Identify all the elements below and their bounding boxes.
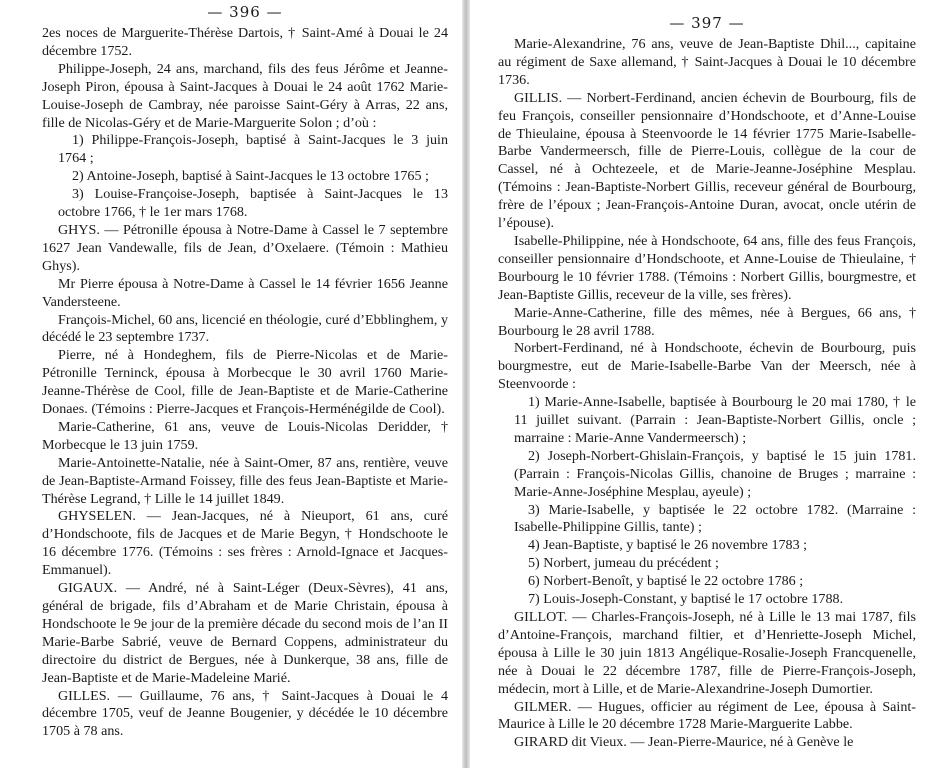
paragraph: GILMER. — Hugues, officier au régiment de Lee, épousa à Saint-Maurice à Lille le 20 décembre 1728 Marie-Marguerite Labbe.: [498, 698, 916, 733]
paragraph: GILLIS. — Norbert-Ferdinand, ancien échevin de Bourbourg, fils de feu François, conseiller pensionnaire d’Hondschoote, et d’Anne-Louise de Thieulaine, épousa à Steenvoorde le 14 février 1775 Marie-Isabelle-Barbe Vandermeersch, fille de Pierre-Louis, collègue de la cour de Cassel, né à Ochtezeele, et de Marie-Jeanne-Joséphine Mesplau. (Témoins : Jean-Baptiste-Norbert Gillis, receveur général de Bourbourg, frère de l’époux ; Jean-François-Antoine Duran, avocat, oncle utérin de l’épouse).: [498, 89, 916, 232]
list-item: 4) Jean-Baptiste, y baptisé le 26 novembre 1783 ;: [528, 537, 808, 554]
paragraph: GHYS. — Pétronille épousa à Notre-Dame à Cassel le 7 septembre 1627 Jean Vandewalle, fils de Jean, d’Oxelaere. (Témoin : Mathieu Ghys).: [42, 221, 448, 274]
list-item: 6) Norbert-Benoît, y baptisé le 22 octobre 1786 ;: [528, 573, 804, 590]
list-item: 2) Joseph-Norbert-Ghislain-François, y baptisé le 15 juin 1781. (Parrain : François-Nicolas Gillis, chanoine de Bruges ; marraine : Marie-Anne-Joséphine Mesplau, ayeule) ;: [514, 447, 916, 500]
right-page: [470, 0, 938, 768]
list-item: 7) Louis-Joseph-Constant, y baptisé le 17 octobre 1788.: [528, 591, 844, 608]
list-item: 3) Marie-Isabelle, y baptisée le 22 octobre 1782. (Marraine : Isabelle-Philippine Gillis, tante) ;: [514, 501, 916, 536]
list-item: 2) Antoine-Joseph, baptisé à Saint-Jacques le 13 octobre 1765 ;: [72, 168, 429, 185]
paragraph: Mr Pierre épousa à Notre-Dame à Cassel le 14 février 1656 Jeanne Vandersteene.: [42, 275, 448, 310]
left-page: [0, 0, 462, 768]
paragraph: Philippe-Joseph, 24 ans, marchand, fils des feus Jérôme et Jeanne-Joseph Piron, épousa à Saint-Jacques à Douai le 24 août 1762 Marie-Louise-Joseph de Cambray, née paroisse Saint-Géry à Arras, 22 ans, fille de Nicolas-Géry et de Marie-Marguerite Solon ; d’où :: [42, 60, 448, 131]
page-number: — 396 —: [207, 3, 283, 21]
paragraph: GHYSELEN. — Jean-Jacques, né à Nieuport, 61 ans, curé d’Hondschoote, fils de Jacques et de Marie Begyn, † Hondschoote le 16 décembre 1776. (Témoins : ses frères : Arnold-Ignace et Jacques-Emmanuel).: [42, 508, 448, 579]
paragraph: Marie-Catherine, 61 ans, veuve de Louis-Nicolas Deridder, † Morbecque le 13 juin 1759.: [42, 418, 448, 453]
paragraph: GILLOT. — Charles-François-Joseph, né à Lille le 13 mai 1787, fils d’Antoine-François, marchand filtier, et d’Henriette-Joseph Michel, épousa à Lille le 30 juin 1813 Angélique-Rosalie-Joseph Francquenelle, née à Douai le 22 décembre 1787, fille de Pierre-François-Joseph, médecin, mort à Lille, et de Marie-Alexandrine-Joseph Dumortier.: [498, 609, 916, 697]
paragraph: GIGAUX. — André, né à Saint-Léger (Deux-Sèvres), 41 ans, général de brigade, fils d’Abraham et de Marie Christain, épousa à Hondschoote le 9e jour de la première décade du second mois de l’an II Marie-Barbe Sabrié, veuve de Bernard Coppens, administrateur du directoire du district de Bergues, née à Dunkerque, 38 ans, fille de Jean-Baptiste et de Marie-Madeleine Marié.: [42, 580, 448, 686]
paragraph: GIRARD dit Vieux. — Jean-Pierre-Maurice, né à Genève le: [514, 734, 854, 751]
paragraph: Norbert-Ferdinand, né à Hondschoote, échevin de Bourbourg, puis bourgmestre, eut de Marie-Isabelle-Barbe Van der Meersch, née à Steenvoorde :: [498, 340, 916, 393]
paragraph: Marie-Anne-Catherine, fille des mêmes, née à Bergues, 66 ans, † Bourbourg le 28 avril 1788.: [498, 304, 916, 339]
paragraph: Marie-Alexandrine, 76 ans, veuve de Jean-Baptiste Dhil..., capitaine au régiment de Saxe allemand, † Saint-Jacques à Douai le 10 décembre 1736.: [498, 36, 916, 88]
paragraph: Marie-Antoinette-Natalie, née à Saint-Omer, 87 ans, rentière, veuve de Jean-Baptiste-Armand Foissey, fille des feus Jean-Baptiste et Marie-Thérèse Legrand, † Lille le 14 juillet 1849.: [42, 454, 448, 507]
list-item: 3) Louise-Françoise-Joseph, baptisée à Saint-Jacques le 13 octobre 1766, † le 1er mars 1768.: [58, 186, 448, 221]
list-item: 1) Philippe-François-Joseph, baptisé à Saint-Jacques le 3 juin 1764 ;: [58, 132, 448, 167]
page-number: — 397 —: [669, 14, 745, 32]
book-gutter: [462, 0, 470, 768]
list-item: 5) Norbert, jumeau du précédent ;: [528, 555, 719, 572]
paragraph: François-Michel, 60 ans, licencié en théologie, curé d’Ebblinghem, y décédé le 23 septembre 1737.: [42, 311, 448, 346]
paragraph: Isabelle-Philippine, née à Hondschoote, 64 ans, fille des feus François, conseiller pensionnaire d’Hondschoote, et Anne-Louise de Thieulaine, † Bourbourg le 10 février 1788. (Témoins : Norbert Gillis, bourgmestre, et Jean-Baptiste Gillis, receveur de la ville, ses frères).: [498, 232, 916, 303]
paragraph: Pierre, né à Hondeghem, fils de Pierre-Nicolas et de Marie-Pétronille Terninck, épousa à Morbecque le 30 avril 1760 Marie-Jeanne-Thérèse de Cool, fille de Jean-Baptiste et de Marie-Catherine Donaes. (Témoins : Pierre-Jacques et François-Herménégilde de Cool).: [42, 347, 448, 418]
list-item: 1) Marie-Anne-Isabelle, baptisée à Bourbourg le 20 mai 1780, † le 11 juillet suivant. (Parrain : Jean-Baptiste-Norbert Gillis, oncle ; marraine : Marie-Anne Vandermeersch) ;: [514, 394, 916, 446]
paragraph: GILLES. — Guillaume, 76 ans, † Saint-Jacques à Douai le 4 décembre 1705, veuf de Jeanne Bougenier, y décédée le 10 décembre 1705 à 78 ans.: [42, 687, 448, 740]
paragraph: 2es noces de Marguerite-Thérèse Dartois, † Saint-Amé à Douai le 24 décembre 1752.: [42, 25, 448, 59]
